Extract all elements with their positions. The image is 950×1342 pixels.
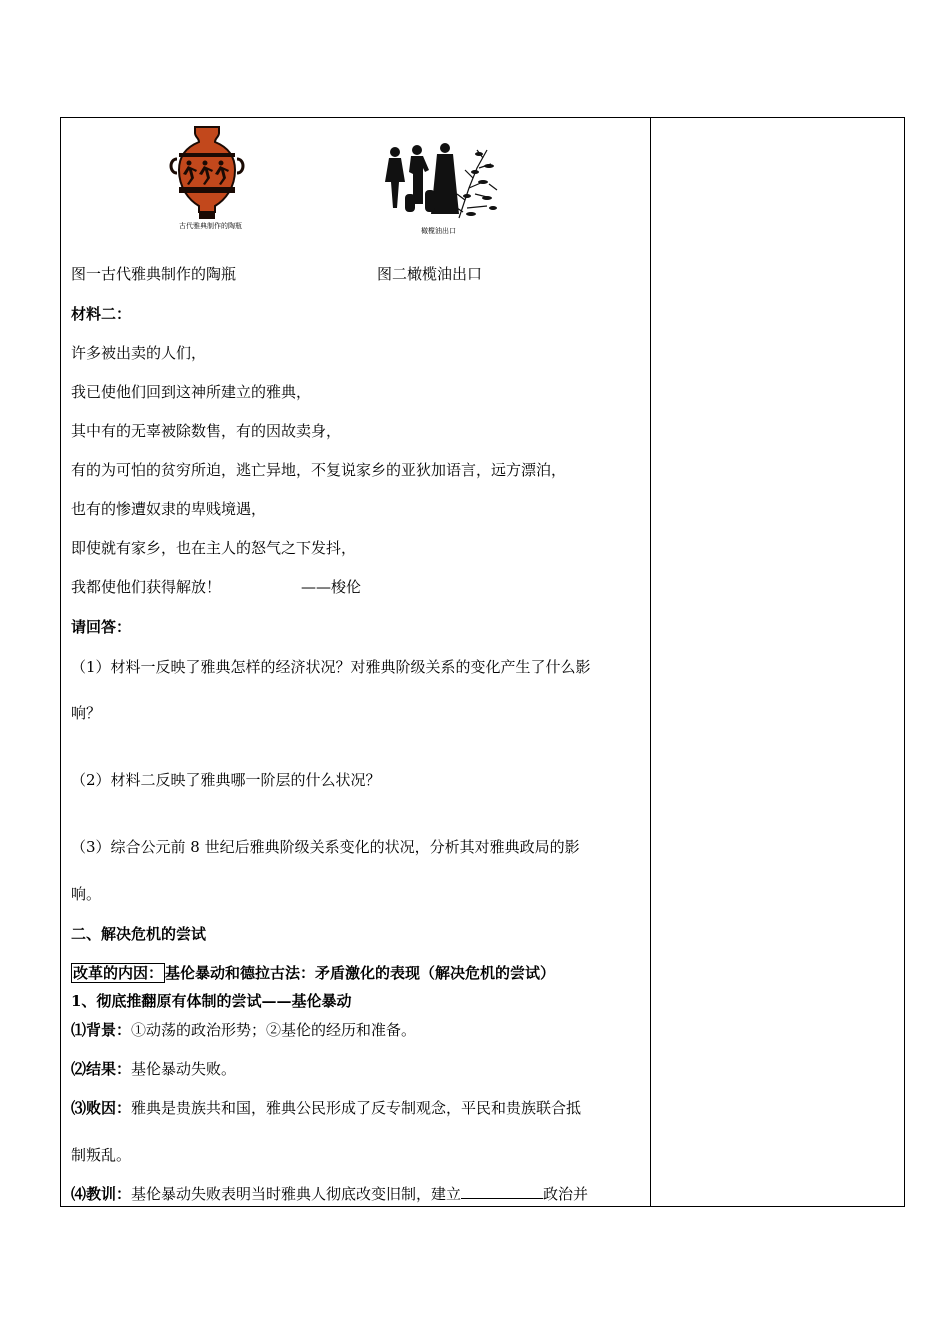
question-1-line-2: 响？: [71, 704, 102, 722]
background-line: [71, 1020, 416, 1040]
failure-cause-label: ⑶败因：: [71, 1099, 132, 1117]
olive-oil-figure: [379, 138, 509, 238]
question-3-line-2: 响。: [71, 885, 102, 903]
olive-oil-image: [379, 138, 499, 220]
material2-line: 我都使他们获得解放！: [71, 578, 222, 596]
result-line: [71, 1059, 236, 1079]
material2-line: 有的为可怕的贫穷所迫，逃亡异地，不复说家乡的亚狄加语言，远方漂泊，: [71, 461, 567, 479]
olive-oil-small-caption: 橄榄油出口: [421, 227, 456, 235]
lesson-text: 基伦暴动失败表明当时雅典人彻底改变旧制，建立: [131, 1185, 462, 1203]
section2-heading: 二、解决危机的尝试: [71, 925, 207, 943]
column-divider: [650, 118, 651, 1206]
fill-in-blank[interactable]: [461, 1184, 543, 1199]
material2-line: 即使就有家乡，也在主人的怒气之下发抖，: [71, 539, 357, 557]
result-label: ⑵结果：: [71, 1060, 132, 1078]
inner-cause-text: 基伦暴动和德拉古法：矛盾激化的表现（解决危机的尝试）: [165, 964, 556, 982]
lesson-line: [71, 1184, 588, 1204]
background-text: ①动荡的政治形势；②基伦的经历和准备。: [131, 1021, 417, 1039]
lesson-text-end: 政治并: [543, 1185, 589, 1203]
material2-line: 我已使他们回到这神所建立的雅典，: [71, 383, 312, 401]
material2-attribution: ——梭伦: [301, 578, 362, 596]
subsection-1-heading: 1、彻底推翻原有体制的尝试——基伦暴动: [71, 992, 352, 1010]
failure-cause-line: [71, 1098, 581, 1118]
inner-cause-label: 改革的内因：: [73, 964, 164, 982]
material2-line: 许多被出卖的人们，: [71, 344, 207, 362]
document-table: [60, 117, 905, 1207]
inner-cause-line: [71, 963, 555, 983]
question-3-line-1: （3）综合公元前 8 世纪后雅典阶级关系变化的状况，分析其对雅典政局的影: [71, 838, 580, 856]
question-2: （2）材料二反映了雅典哪一阶层的什么状况？: [71, 771, 381, 789]
failure-cause-line-2: 制叛乱。: [71, 1146, 132, 1164]
figure-caption-2: 图二橄榄油出口: [377, 265, 483, 283]
questions-heading: 请回答：: [71, 618, 132, 636]
failure-cause-text: 雅典是贵族共和国，雅典公民形成了反专制观念，平民和贵族联合抵: [131, 1099, 582, 1117]
figure-caption-1: 图一古代雅典制作的陶瓶: [71, 265, 237, 283]
material2-line: 也有的惨遭奴隶的卑贱境遇，: [71, 500, 267, 518]
vase-image: [167, 123, 247, 223]
lesson-label: ⑷教训：: [71, 1185, 132, 1203]
background-label: ⑴背景：: [71, 1021, 132, 1039]
material2-line: 其中有的无辜被除数售，有的因故卖身，: [71, 422, 342, 440]
result-text: 基伦暴动失败。: [131, 1060, 237, 1078]
question-1-line-1: （1）材料一反映了雅典怎样的经济状况？对雅典阶级关系的变化产生了什么影: [71, 658, 591, 676]
material2-heading: 材料二：: [71, 305, 132, 323]
vase-small-caption: 古代雅典制作的陶瓶: [179, 222, 242, 230]
vase-figure: [167, 123, 247, 233]
